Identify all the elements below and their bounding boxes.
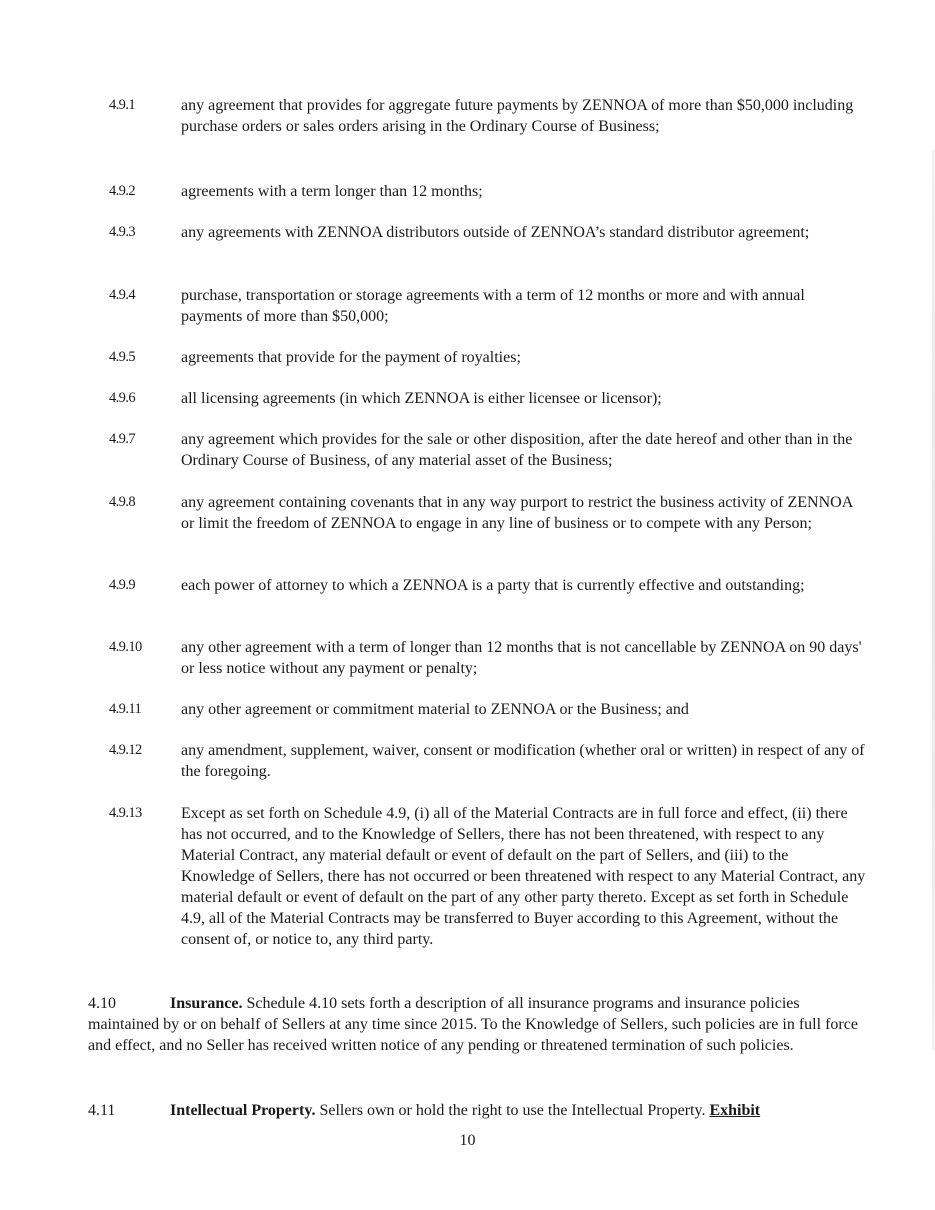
section-text: Schedule 4.10 sets forth a description of all insurance programs and insurance policies maintained by or on behalf of Sellers at any time since 2015. To the Knowledge of Sellers, such policies are in full force and effect, and no Seller has received written notice of any pending or threatened termination of such policies. — [88, 995, 858, 1054]
item-number: 4.9.4 — [109, 287, 136, 303]
item-number: 4.9.5 — [109, 349, 136, 365]
item-text: Except as set forth on Schedule 4.9, (i) all of the Material Contracts are in full force and effect, (ii) there has not occurred, and to the Knowledge of Sellers, there has not been threatened, with respect to any Material Contract, any material default or event of default on the part of Sellers, and (iii) to the Knowledge of Sellers, there has not occurred or been threatened with respect to any Material Contract, any material default or event of default on the part of any other party thereto. Except as set forth in Schedule 4.9, all of the Material Contracts may be transferred to Buyer according to this Agreement, without the consent of, or notice to, any third party. — [181, 805, 866, 948]
section-intellectual-property — [88, 1100, 863, 1121]
item-number: 4.9.13 — [109, 805, 142, 821]
section-heading: Insurance. — [170, 995, 243, 1012]
item-text: agreements that provide for the payment of royalties; — [181, 349, 521, 366]
item-number: 4.9.11 — [109, 701, 142, 717]
section-insurance — [88, 993, 863, 1056]
item-text: agreements with a term longer than 12 months; — [181, 183, 483, 200]
item-number: 4.9.3 — [109, 224, 136, 240]
section-number: 4.11 — [88, 1102, 116, 1119]
item-text: each power of attorney to which a ZENNOA is a party that is currently effective and outstanding; — [181, 577, 805, 594]
item-number: 4.9.12 — [109, 742, 142, 758]
item-number: 4.9.2 — [109, 183, 136, 199]
item-text: purchase, transportation or storage agreements with a term of 12 months or more and with annual payments of more than $50,000; — [181, 287, 805, 325]
item-text: any other agreement or commitment material to ZENNOA or the Business; and — [181, 701, 689, 718]
item-text: any agreement that provides for aggregate future payments by ZENNOA of more than $50,000 including purchase orders or sales orders arising in the Ordinary Course of Business; — [181, 97, 854, 135]
section-number: 4.10 — [88, 995, 116, 1012]
item-number: 4.9.9 — [109, 577, 136, 593]
item-number: 4.9.6 — [109, 390, 136, 406]
item-number: 4.9.10 — [109, 639, 142, 655]
item-text: any amendment, supplement, waiver, consent or modification (whether oral or written) in respect of any of the foregoing. — [181, 742, 865, 780]
section-text: Sellers own or hold the right to use the Intellectual Property. — [319, 1102, 706, 1119]
item-number: 4.9.1 — [109, 97, 136, 113]
item-number: 4.9.7 — [109, 431, 136, 447]
item-text: any agreement containing covenants that in any way purport to restrict the business activity of ZENNOA or limit the freedom of ZENNOA to engage in any line of business or to compete with any Person; — [181, 494, 853, 532]
item-text: any other agreement with a term of longer than 12 months that is not cancellable by ZENNOA on 90 days' or less notice without any payment or penalty; — [181, 639, 862, 677]
section-heading: Intellectual Property. — [170, 1102, 316, 1119]
page-number: 10 — [459, 1132, 476, 1149]
item-text: any agreements with ZENNOA distributors outside of ZENNOA’s standard distributor agreement; — [181, 224, 810, 241]
exhibit-reference: Exhibit — [709, 1102, 761, 1119]
item-text: any agreement which provides for the sale or other disposition, after the date hereof and other than in the Ordinary Course of Business, of any material asset of the Business; — [181, 431, 853, 469]
item-text: all licensing agreements (in which ZENNOA is either licensee or licensor); — [181, 390, 662, 407]
item-number: 4.9.8 — [109, 494, 136, 510]
